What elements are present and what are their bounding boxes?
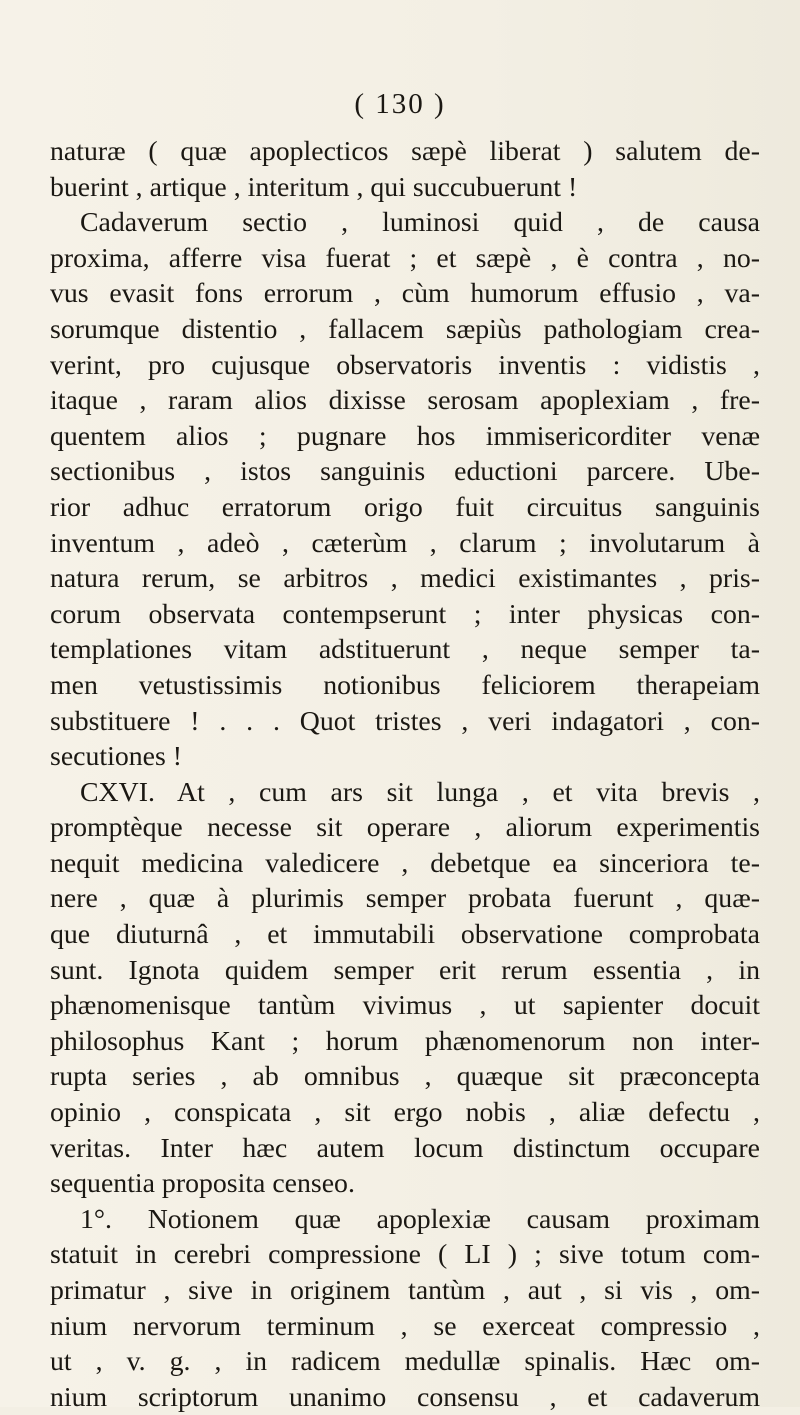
- text-line: nium nervorum terminum , se exerceat compressio ,: [50, 1310, 760, 1342]
- text-line: sectionibus , istos sanguinis eductioni parcere. Ube-: [50, 456, 760, 488]
- body-text: [50, 134, 760, 1415]
- text-line: sorumque distentio , fallacem sæpiùs pathologiam crea-: [50, 313, 760, 345]
- text-line: rior adhuc erratorum origo fuit circuitus sanguinis: [50, 491, 760, 523]
- text-line: nere , quæ à plurimis semper probata fuerunt , quæ-: [50, 883, 760, 915]
- text-line: rupta series , ab omnibus , quæque sit præconcepta: [50, 1061, 760, 1093]
- text-line: corum observata contempserunt ; inter physicas con-: [50, 598, 760, 630]
- text-line: secutiones !: [50, 741, 182, 773]
- text-line: opinio , conspicata , sit ergo nobis , aliæ defectu ,: [50, 1097, 760, 1129]
- text-line: sequentia proposita censeo.: [50, 1168, 355, 1200]
- text-line: ut , v. g. , in radicem medullæ spinalis. Hæc om-: [50, 1346, 760, 1378]
- text-line: 1°. Notionem quæ apoplexiæ causam proximam: [80, 1203, 760, 1235]
- text-line: buerint , artique , interitum , qui succubuerunt !: [50, 171, 578, 203]
- text-line: vus evasit fons errorum , cùm humorum effusio , va-: [50, 278, 760, 310]
- text-line: naturæ ( quæ apoplecticos sæpè liberat ) salutem de-: [50, 136, 760, 167]
- text-line: promptèque necesse sit operare , aliorum experimentis: [50, 812, 760, 844]
- text-line: CXVI. At , cum ars sit lunga , et vita brevis ,: [80, 776, 760, 808]
- text-line: quentem alios ; pugnare hos immisericorditer venæ: [50, 420, 760, 452]
- text-line: inventum , adeò , cæterùm , clarum ; involutarum à: [50, 527, 760, 559]
- text-line: natura rerum, se arbitros , medici existimantes , pris-: [50, 563, 760, 595]
- text-line: philosophus Kant ; horum phænomenorum non inter-: [50, 1025, 760, 1057]
- text-line: nequit medicina valedicere , debetque ea sinceriora te-: [50, 847, 760, 879]
- text-line: proxima, afferre visa fuerat ; et sæpè , è contra , no-: [50, 242, 760, 274]
- text-line: que diuturnâ , et immutabili observatione comprobata: [50, 919, 760, 951]
- text-line: veritas. Inter hæc autem locum distinctum occupare: [50, 1132, 760, 1164]
- text-line: nium scriptorum unanimo consensu , et cadaverum: [50, 1381, 760, 1413]
- page-number: ( 130 ): [354, 88, 446, 120]
- text-line: men vetustissimis notionibus feliciorem therapeiam: [50, 669, 760, 701]
- text-line: verint, pro cujusque observatoris inventis : vidistis ,: [50, 349, 760, 381]
- text-line: Cadaverum sectio , luminosi quid , de causa: [80, 207, 760, 239]
- text-line: substituere ! . . . Quot tristes , veri indagatori , con-: [50, 705, 760, 737]
- text-line: statuit in cerebri compressione ( LI ) ; sive totum com-: [50, 1239, 760, 1271]
- text-line: phænomenisque tantùm vivimus , ut sapienter docuit: [50, 990, 760, 1022]
- text-line: sunt. Ignota quidem semper erit rerum essentia , in: [50, 954, 760, 986]
- text-line: itaque , raram alios dixisse serosam apoplexiam , fre-: [50, 385, 760, 417]
- text-line: primatur , sive in originem tantùm , aut , si vis , om-: [50, 1275, 760, 1306]
- text-line: templationes vitam adstituerunt , neque semper ta-: [50, 634, 760, 666]
